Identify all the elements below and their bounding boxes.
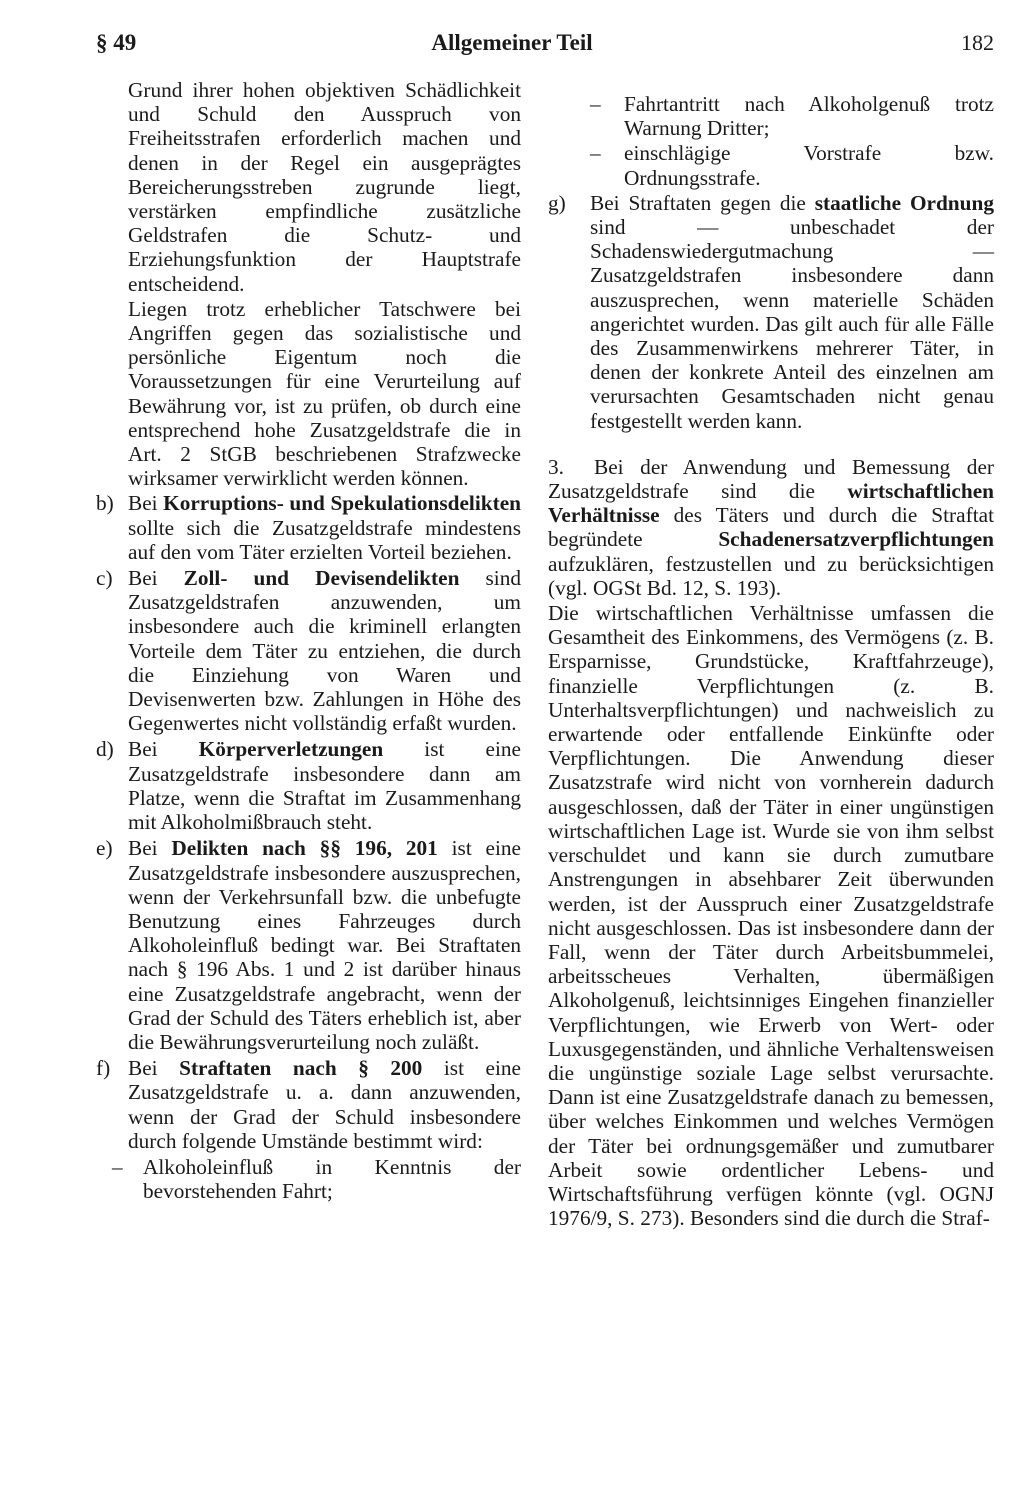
- list-text: sind Zusatzgeldstrafen anzuwenden, um insbesondere auch die kriminell erlangten Vorteile dem Täter zu entziehen, die durch die Einziehung von Waren und Devisenwerten bzw. Zahlungen in Höhe des Gegenwertes nicht vollständig erfaßt wurden.: [128, 566, 522, 736]
- list-text: ist eine Zusatzgeldstrafe insbesondere auszusprechen, wenn der Verkehrsunfall bzw. die unbefugte Benutzung eines Fahrzeuges durch Alkoholeinfluß bedingt war. Bei Straftaten nach § 196 Abs. 1 und 2 ist darüber hinaus eine Zusatzgeldstrafe angebracht, wenn der Grad der Schuld des Täters erheblich ist, aber die Bewährungsverurteilung noch zuläßt.: [128, 836, 522, 1054]
- dash-marker: –: [112, 1154, 123, 1179]
- list-marker: e): [96, 836, 113, 861]
- list-marker: f): [96, 1056, 111, 1081]
- dash-item-3: [548, 141, 994, 189]
- numbered-paragraph-3: [548, 455, 994, 600]
- paragraph-number: 3.: [548, 454, 564, 479]
- list-marker: d): [96, 737, 114, 762]
- list-text: Bei: [128, 836, 172, 861]
- right-column: [548, 92, 994, 1231]
- left-column: [96, 78, 521, 1204]
- paragraph-text: des Täters und durch die Straftat begründete: [548, 503, 994, 552]
- dash-item-2: [548, 92, 994, 140]
- list-marker: c): [96, 566, 113, 591]
- list-term: Zoll- und Devisendelikten: [183, 566, 460, 591]
- list-text: Bei Straftaten gegen die: [590, 190, 815, 215]
- section-number: § 49: [96, 30, 137, 55]
- page-title: Allgemeiner Teil: [431, 30, 593, 55]
- dash-marker: –: [590, 92, 601, 116]
- list-term: Korruptions- und Spekulationsdelikten: [163, 491, 521, 516]
- list-marker: g): [548, 190, 566, 215]
- page-number: 182: [961, 30, 994, 55]
- paragraph-term: Schadenersatzverpflichtungen: [718, 527, 994, 552]
- list-text: ist eine Zusatzgeldstrafe insbesondere dann am Platze, wenn die Straftat im Zusammenhang mit Alkoholmißbrauch steht.: [128, 737, 521, 835]
- paragraph-economic-conditions: Die wirtschaftlichen Verhältnisse umfassen die Gesamtheit des Einkommens, des Vermögens (z. B. Ersparnisse, Grundstücke, Kraftfahrzeuge), finanzielle Verpflichtungen (z. B. Unterhaltsverpflichtungen) und nachweislich zu erwartende oder entfallende Einkünfte oder Verpflichtungen. Die Anwendung dieser Zusatzstrafe wird nicht von vornherein dadurch ausgeschlossen, daß der Täter in einer ungünstigen wirtschaftlichen Lage ist. Wurde sie von ihm selbst verschuldet und kann sie durch zumutbare Anstrengungen in absehbarer Zeit überwunden werden, ist der Ausspruch einer Zusatzgeldstrafe nicht ausgeschlossen. Das ist insbesondere dann der Fall, wenn der Täter durch Arbeitsbummelei, arbeitsscheues Verhalten, übermäßigen Alkoholgenuß, leichtsinniges Eingehen finanzieller Verpflichtungen, wie Erwerb von Wert- oder Luxusgegenständen, und ähnliche Verhaltensweisen die ungünstige soziale Lage selbst verursachte. Dann ist eine Zusatzgeldstrafe danach zu bemessen, über welches Einkommen und welches Vermögen der Täter bei ordnungsgemäßer und zumutbarer Arbeit sowie ordentlicher Lebens- und Wirtschaftsführung verfügen könnte (vgl. OGNJ 1976/9, S. 273). Besonders sind die durch die Straf-: [548, 601, 994, 1231]
- list-text: Bei: [128, 491, 164, 516]
- list-item-g: [548, 191, 994, 433]
- dash-item-1: [96, 1155, 521, 1203]
- dash-text: Fahrtantritt nach Alkoholgenuß trotz Warnung Dritter;: [624, 92, 994, 141]
- list-term: Straftaten nach § 200: [179, 1056, 423, 1081]
- list-item-b: [96, 491, 521, 564]
- list-text: Bei: [128, 737, 199, 762]
- list-term: Körperverletzungen: [198, 737, 384, 762]
- list-text: Bei: [128, 566, 184, 591]
- list-text: sind — unbeschadet der Schadenswiedergutmachung — Zusatzgeldstrafen insbesondere dann auszusprechen, wenn materielle Schäden angerichtet wurden. Das gilt auch für alle Fälle des Zusammenwirkens mehrerer Täter, in denen der konkrete Anteil des einzelnen am verursachten Gesamtschaden nicht genau festgestellt werden kann.: [590, 215, 994, 433]
- intro-paragraph-2: Liegen trotz erheblicher Tatschwere bei Angriffen gegen das sozialistische und persönliche Eigentum noch die Voraussetzungen für eine Verurteilung auf Bewährung vor, ist zu prüfen, ob durch eine entsprechend hohe Zusatzgeldstrafe die in Art. 2 StGB beschriebenen Strafzwecke wirksamer verwirklicht werden können.: [128, 296, 521, 491]
- list-item-d: [96, 737, 521, 834]
- list-text: sollte sich die Zusatzgeldstrafe mindestens auf den vom Täter erzielten Vorteil beziehen.: [128, 515, 521, 564]
- dash-text: einschlägige Vorstrafe bzw. Ordnungsstrafe.: [624, 141, 994, 190]
- list-item-c: [96, 566, 521, 735]
- list-term: staatliche Ordnung: [814, 190, 994, 215]
- dash-marker: –: [590, 141, 601, 166]
- list-item-e: [96, 836, 521, 1054]
- list-item-f: [96, 1056, 521, 1153]
- paragraph-text: Bei der Anwendung und Bemessung der Zusatzgeldstrafe sind die: [548, 454, 994, 504]
- list-marker: b): [96, 491, 114, 516]
- paragraph-term: wirtschaftlichen Verhältnisse: [548, 479, 994, 528]
- list-text: Bei: [128, 1056, 180, 1081]
- list-term: Delikten nach §§ 196, 201: [171, 836, 438, 861]
- dash-text: Alkoholeinfluß in Kenntnis der bevorstehenden Fahrt;: [143, 1154, 521, 1204]
- intro-paragraph-1: Grund ihrer hohen objektiven Schädlichkeit und Schuld den Ausspruch von Freiheitsstrafen erforderlich machen und denen in der Regel ein ausgeprägtes Bereicherungsstreben zugrunde liegt, verstärken empfindliche zusätzliche Geldstrafen die Schutz- und Erziehungsfunktion der Hauptstrafe entscheidend.: [128, 78, 521, 296]
- paragraph-text: aufzuklären, festzustellen und zu berücksichtigen (vgl. OGSt Bd. 12, S. 193).: [548, 551, 994, 600]
- list-text: ist eine Zusatzgeldstrafe u. a. dann anzuwenden, wenn der Grad der Schuld insbesondere durch folgende Umstände bestimmt wird:: [128, 1056, 521, 1153]
